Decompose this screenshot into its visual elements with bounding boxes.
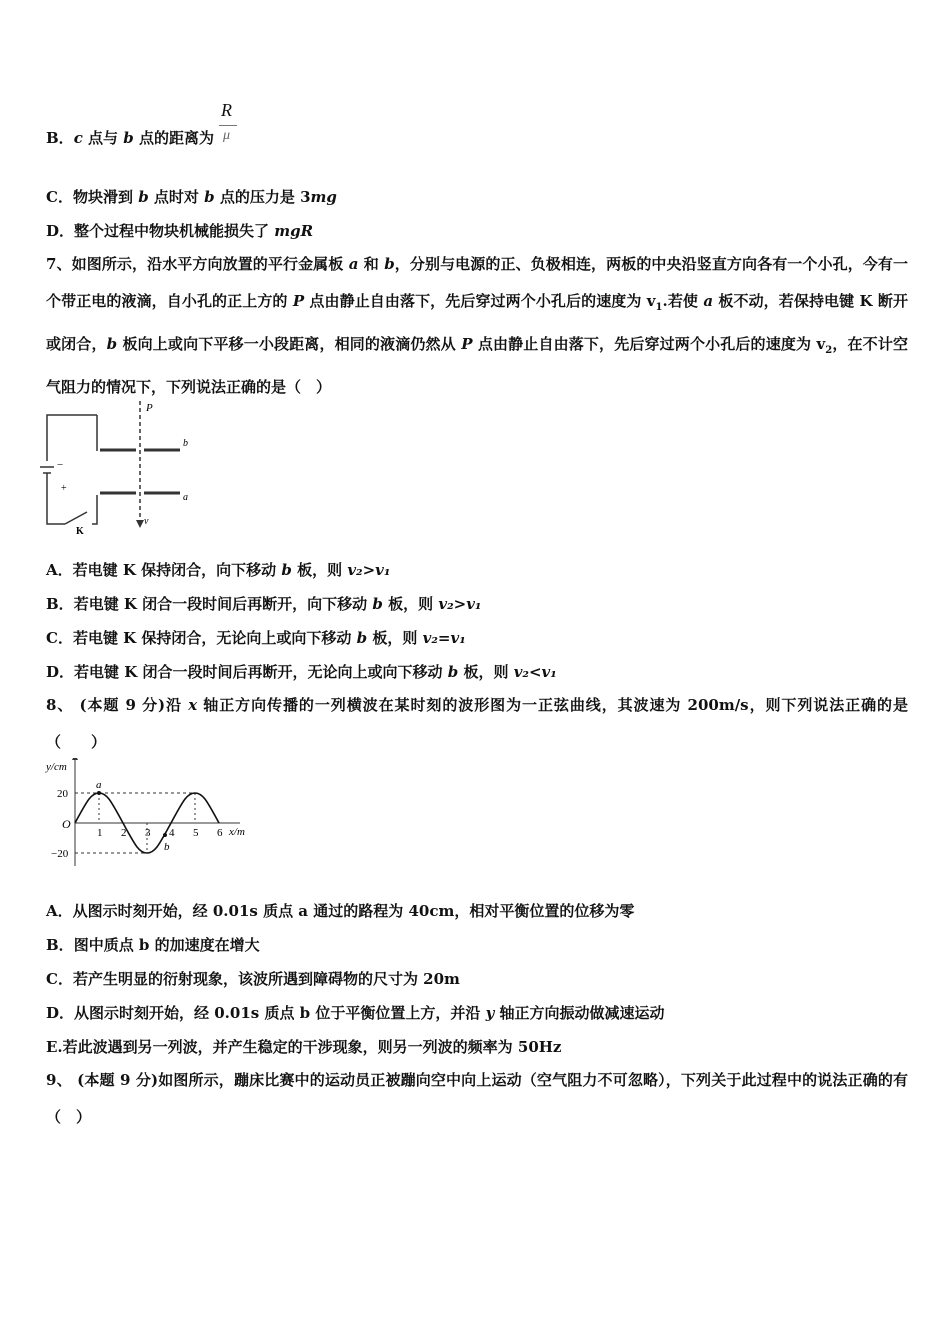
option-letter: A．: [46, 561, 73, 579]
fraction-numerator: R: [221, 100, 232, 120]
wire-to-a: [92, 495, 97, 524]
fraction-bar: [219, 125, 237, 126]
text: 若电键 K 保持闭合，无论向上或向下移动: [72, 629, 357, 647]
var-x: x: [188, 696, 198, 714]
var-mg: mg: [310, 188, 337, 206]
var-mgR: mgR: [274, 222, 314, 240]
label-a: a: [96, 779, 102, 791]
q8-option-a: [46, 901, 634, 921]
text: 板向上或向下平移一小段距离，相同的液滴仍然从: [117, 335, 462, 353]
text: 板不动，若保持电键 K 断开或闭合，: [46, 292, 908, 353]
velocity-relation: v₂<v₁: [513, 663, 557, 681]
x-tick-3: 3: [145, 827, 151, 839]
text: 点由静止自由落下，先后穿过两个小孔后的速度为 v: [472, 335, 826, 353]
var-b: b: [372, 595, 383, 613]
velocity-relation: v₂>v₁: [438, 595, 482, 613]
capacitor-circuit-diagram: [40, 398, 190, 538]
x-tick-2: 2: [121, 827, 127, 839]
label-b: b: [164, 841, 170, 853]
option-letter: B．: [46, 936, 74, 954]
text: 若此波遇到另一列波，并产生稳定的干涉现象，则另一列波的频率为 50Hz: [62, 1038, 562, 1056]
switch-k: [65, 512, 87, 524]
text: 和: [358, 255, 385, 273]
text: 轴正方向振动做减速运动: [494, 1004, 665, 1022]
q7-option-a: [46, 560, 390, 580]
q8-stem: [46, 687, 908, 761]
text: 板，则: [291, 561, 348, 579]
q8-option-c: [46, 969, 460, 989]
text: 板，则: [382, 595, 439, 613]
text: 整个过程中物块机械能损失了: [74, 222, 275, 240]
text: 若电键 K 闭合一段时间后再断开，向下移动: [73, 595, 373, 613]
text: 点由静止自由落下，先后穿过两个小孔后的速度为 v: [304, 292, 656, 310]
option-letter: A．: [46, 902, 73, 920]
text: 若电键 K 保持闭合，向下移动: [72, 561, 282, 579]
q8-option-d: [46, 1003, 665, 1023]
text: 点的压力是 3: [214, 188, 311, 206]
label-K: K: [76, 526, 84, 537]
text: 轴正方向传播的一列横波在某时刻的波形图为一正弦曲线，其波速为 200m/s，则下列说法正确的是（ ）: [46, 696, 908, 751]
option-letter: C．: [46, 629, 73, 647]
velocity-relation: v₂=v₁: [422, 629, 466, 647]
text: 点时对: [148, 188, 205, 206]
var-b: b: [138, 188, 149, 206]
text: 点与: [82, 129, 124, 147]
var-b: b: [123, 129, 134, 147]
text: 板，则: [367, 629, 423, 647]
option-letter: B．: [46, 595, 74, 613]
point-b: [163, 833, 167, 837]
x-tick-5: 5: [193, 827, 199, 839]
var-b: b: [356, 629, 368, 647]
subscript: 2: [825, 345, 833, 356]
text: 板，则: [458, 663, 514, 681]
q7-stem: [46, 246, 908, 406]
text: 从图示时刻开始，经 0.01s 质点 b 位于平衡位置上方，并沿: [74, 1004, 486, 1022]
label-v: v: [144, 516, 149, 527]
text: .若使: [662, 292, 704, 310]
label-a: a: [183, 492, 188, 503]
var-b: b: [447, 663, 459, 681]
x-tick-1: 1: [97, 827, 103, 839]
option-letter: D．: [46, 663, 75, 681]
text: 7、如图所示，沿水平方向放置的平行金属板: [46, 255, 349, 273]
var-b: b: [204, 188, 215, 206]
text: 点的距离为: [133, 129, 215, 147]
wire-top: [47, 415, 97, 461]
point-a: [97, 791, 101, 795]
y-axis-arrow-icon: [72, 758, 78, 760]
var-b: b: [281, 561, 292, 579]
text: 从图示时刻开始，经 0.01s 质点 a 通过的路程为 40cm，相对平衡位置的位移为零: [72, 902, 635, 920]
var-a: a: [703, 292, 714, 310]
wave-graph: [40, 758, 260, 873]
text: 图中质点 b 的加速度在增大: [73, 936, 260, 954]
option-letter: C．: [46, 188, 73, 206]
y-tick-neg20: −20: [51, 848, 69, 860]
label-minus: −: [57, 459, 64, 471]
q8-option-b: [46, 935, 260, 955]
q7-option-d: [46, 662, 557, 682]
x-tick-6: 6: [217, 827, 223, 839]
var-P: P: [461, 335, 473, 353]
text: 物块滑到: [72, 188, 139, 206]
var-y: y: [485, 1004, 495, 1022]
q6-option-b: [46, 128, 214, 148]
var-a: a: [348, 255, 359, 273]
q7-option-b: [46, 594, 482, 614]
var-b: b: [384, 255, 395, 273]
arrow-down-icon: [136, 520, 144, 528]
option-letter: C．: [46, 970, 73, 988]
q9-stem: 9、 (本题 9 分)如图所示，蹦床比赛中的运动员正被蹦向空中向上运动（空气阻力不可忽略），下列关于此过程中的说法正确的有（ ）: [46, 1071, 908, 1126]
wire-left-bottom: [47, 473, 65, 524]
y-tick-20: 20: [57, 788, 68, 800]
fraction-denominator: μ: [223, 128, 231, 143]
option-letter: E.: [46, 1038, 63, 1056]
var-P: P: [292, 292, 305, 310]
var-b: b: [106, 335, 118, 353]
text: 8、 (本题 9 分)沿: [46, 696, 189, 714]
option-letter: B．: [46, 129, 74, 147]
label-plus: +: [61, 483, 67, 494]
q8-option-e: [46, 1037, 561, 1057]
var-c: c: [73, 129, 83, 147]
text: 若电键 K 闭合一段时间后再断开，无论向上或向下移动: [74, 663, 448, 681]
text: ，在不计空气阻力的情况下，下列说法正确的是（ ）: [46, 335, 908, 396]
q6-option-d: [46, 221, 313, 241]
y-axis-label: y/cm: [46, 761, 67, 773]
velocity-relation: v₂>v₁: [347, 561, 391, 579]
text: 若产生明显的衍射现象，该波所遇到障碍物的尺寸为 20m: [72, 970, 460, 988]
option-letter: D．: [46, 222, 75, 240]
text: ，分别与电源的正、负极相连，两板的中央沿竖直方向各有一个小孔，今有一个带正电的液滴，自小孔的正上方的: [46, 255, 908, 310]
label-b: b: [183, 438, 188, 449]
x-tick-4: 4: [169, 827, 175, 839]
q6-option-c: [46, 187, 337, 207]
label-P: P: [146, 402, 153, 414]
option-letter: D．: [46, 1004, 75, 1022]
subscript: 1: [655, 302, 663, 313]
origin-label: O: [62, 817, 71, 831]
q7-option-c: [46, 628, 466, 648]
x-axis-label: x/m: [229, 826, 245, 838]
